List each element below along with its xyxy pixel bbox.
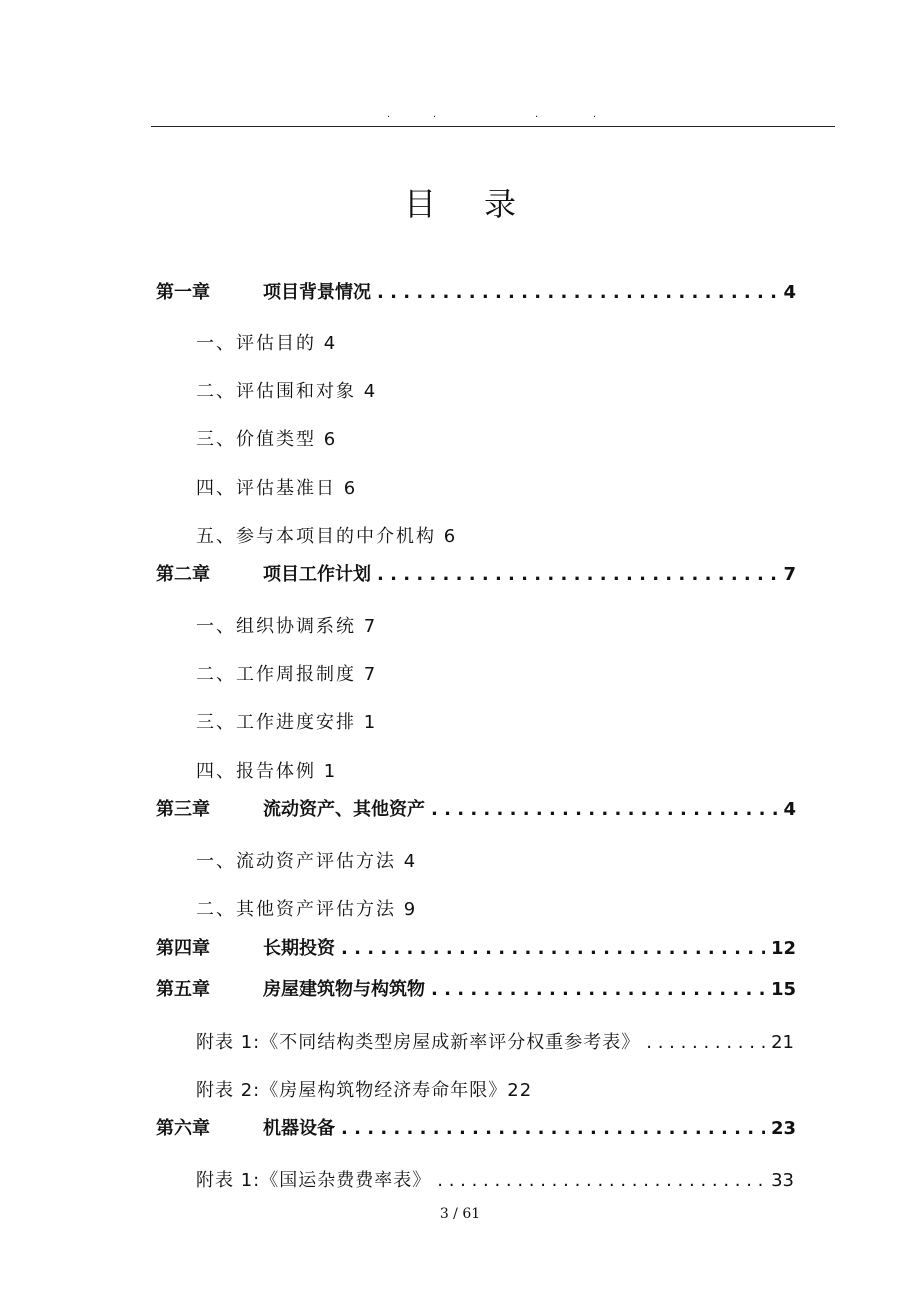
toc-item[interactable]: 四、报告体例 1 [196,761,338,782]
chapter-title: 长期投资 [263,938,335,959]
toc-chapter-5[interactable] [156,975,796,1001]
chapter-title: 机器设备 [263,1118,335,1139]
page-number: 4 [783,282,796,303]
attachment-title: 附表 1:《国运杂费费率表》 [196,1170,432,1191]
chapter-number: 第二章 [156,564,210,585]
header-dot: . [593,109,597,120]
page-number: 4 [783,799,796,820]
toc-item[interactable]: 四、评估基准日 6 [196,478,358,499]
dot-leader [341,1118,765,1139]
toc-chapter-4[interactable] [156,934,796,960]
toc-item[interactable]: 一、评估目的 4 [196,333,338,354]
header-dot: . [433,109,437,120]
toc-item[interactable]: 二、其他资产评估方法 9 [196,899,418,920]
chapter-number: 第六章 [156,1118,210,1139]
chapter-title: 流动资产、其他资产 [263,799,425,820]
header-dot: . [387,109,391,120]
chapter-number: 第一章 [156,282,210,303]
toc-chapter-2[interactable] [156,560,796,586]
chapter-number: 第五章 [156,979,210,1000]
toc-attachment[interactable] [196,1028,794,1054]
dot-leader [377,282,777,303]
page-number: 7 [783,564,796,585]
dot-leader [341,938,765,959]
dot-leader [646,1032,765,1053]
chapter-title: 房屋建筑物与构筑物 [263,979,425,1000]
page-title: 目录 [403,185,564,223]
toc-item[interactable]: 五、参与本项目的中介机构 6 [196,526,458,547]
page-number: 21 [771,1032,794,1053]
toc-chapter-6[interactable] [156,1114,796,1140]
toc-chapter-1[interactable] [156,278,796,304]
toc-item[interactable]: 二、工作周报制度 7 [196,664,378,685]
dot-leader [431,979,765,1000]
attachment-title: 附表 1:《不同结构类型房屋成新率评分权重参考表》 [196,1032,641,1053]
dot-leader [431,799,777,820]
toc-item[interactable]: 三、价值类型 6 [196,429,338,450]
toc-item[interactable]: 二、评估围和对象 4 [196,381,378,402]
toc-item[interactable]: 三、工作进度安排 1 [196,712,378,733]
page-footer: 3 / 61 [439,1206,481,1222]
header-dot: . [535,109,539,120]
toc-attachment[interactable]: 附表 2:《房屋构筑物经济寿命年限》22 [196,1080,533,1101]
page-number: 12 [770,938,796,959]
chapter-title: 项目工作计划 [263,564,371,585]
toc-item[interactable]: 一、流动资产评估方法 4 [196,851,418,872]
chapter-title: 项目背景情况 [263,282,371,303]
dot-leader [377,564,777,585]
toc-attachment[interactable] [196,1166,794,1192]
header-dots [151,108,835,122]
page-number: 15 [770,979,796,1000]
page-number: 23 [770,1118,796,1139]
chapter-number: 第四章 [156,938,210,959]
toc-chapter-3[interactable] [156,795,796,821]
dot-leader [437,1170,765,1191]
toc-item[interactable]: 一、组织协调系统 7 [196,616,378,637]
header-rule [151,126,835,127]
chapter-number: 第三章 [156,799,210,820]
page-number: 33 [771,1170,794,1191]
